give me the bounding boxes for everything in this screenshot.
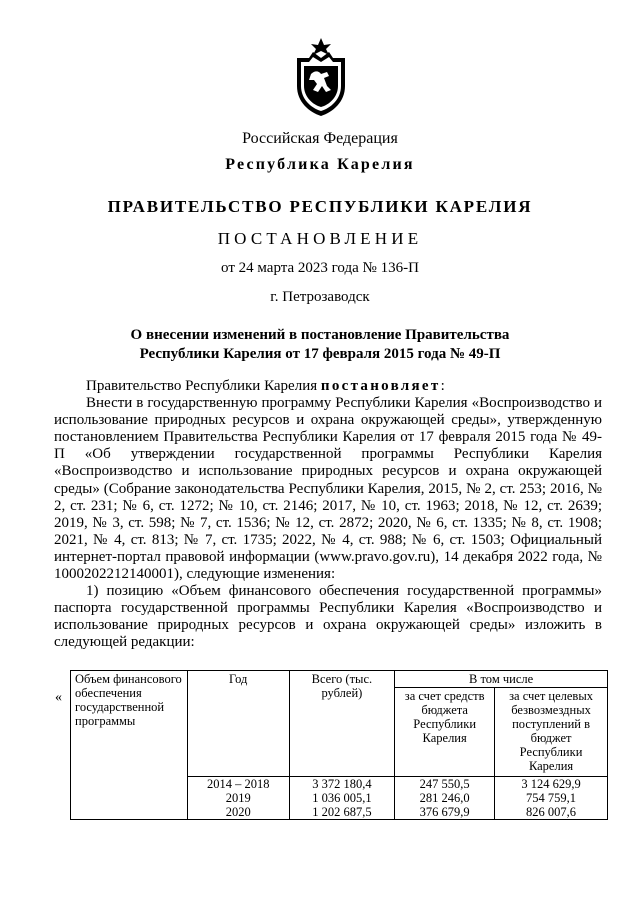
row-label: Объем финансового обеспечения государственной программы [75,672,182,728]
cell-total: 1 202 687,5 [289,805,395,820]
cell-grants: 826 007,6 [495,805,608,820]
grants-header [495,688,608,777]
intro-suffix: : [440,378,445,394]
subject-line-2: Республики Карелия от 17 февраля 2015 года № 49-П [139,346,501,362]
cell-budget: 376 679,9 [395,805,495,820]
cell-budget: 281 246,0 [395,791,495,805]
cell-budget: 247 550,5 [395,777,495,792]
city-name: г. Петрозаводск [270,289,370,305]
year-header [187,671,289,777]
cell-year: 2019 [187,791,289,805]
total-header-text: Всего (тыс. рублей) [311,672,373,700]
document-subject [0,326,640,364]
document-type: ПОСТАНОВЛЕНИЕ [217,229,423,248]
intro-keyword: постановляет [320,378,441,394]
cell-grants: 3 124 629,9 [495,777,608,792]
row-label-cell [71,671,188,777]
country-name: Российская Федерация [242,130,398,147]
cell-grants: 754 759,1 [495,791,608,805]
total-header [289,671,395,777]
document-body [54,378,602,652]
including-header [395,671,608,688]
open-quote: « [55,690,62,705]
cell-total: 3 372 180,4 [289,777,395,792]
cell-label-empty [71,791,188,805]
grants-header-text: за счет целевых безвозмездных поступлений в бюджет Республики Карелия [509,689,593,773]
government-name: ПРАВИТЕЛЬСТВО РЕСПУБЛИКИ КАРЕЛИЯ [107,197,533,216]
financing-table [70,670,608,820]
cell-total: 1 036 005,1 [289,791,395,805]
table-row [71,791,608,805]
paragraph-2: 1) позицию «Объем финансового обеспечения государственной программы» паспорта государственной программы Республики Карелия «Воспроизводство и использование природных ресурсов и охрана окружающей среды» изложить в следующей редакции: [54,583,602,651]
cell-year: 2020 [187,805,289,820]
table-row [71,777,608,792]
republic-name: Республика Карелия [225,156,415,173]
including-header-text: В том числе [469,672,534,686]
subject-line-1: О внесении изменений в постановление Правительства [130,327,510,343]
budget-header [395,688,495,777]
year-header-text: Год [229,672,248,686]
budget-header-text: за счет средств бюджета Республики Карелия [404,689,485,745]
cell-label-empty [71,805,188,820]
document-date-number: от 24 марта 2023 года № 136-П [221,260,419,276]
coat-of-arms-icon [289,36,353,118]
table-header-row [71,671,608,688]
table-row [71,805,608,820]
intro-paragraph [54,378,602,395]
paragraph-1: Внести в государственную программу Республики Карелия «Воспроизводство и использование природных ресурсов и охрана окружающей среды», утвержденную постановлением Правительства Республики Карелия от 17 февраля 2015 года № 49-П «Об утверждении государственной программы Республики Карелия «Воспроизводство и использование природных ресурсов и охрана окружающей среды» (Собрание законодательства Республики Карелия, 2015, № 2, ст. 253; 2016, № 2, ст. 231; № 6, ст. 1272; № 10, ст. 2146; 2017, № 10, ст. 1963; 2018, № 12, ст. 2639; 2019, № 3, ст. 598; № 7, ст. 1536; № 12, ст. 2872; 2020, № 6, ст. 1335; № 8, ст. 1908; 2021, № 4, ст. 813; № 7, ст. 1735; 2022, № 4, ст. 988; № 6, ст. 1503; Официальный интернет-портал правовой информации (www.pravo.gov.ru), 14 декабря 2022 года, № 1000202212140001), следующие изменения: [54,395,602,583]
intro-prefix: Правительство Республики Карелия [86,378,321,394]
cell-label-empty [71,777,188,792]
cell-year: 2014 – 2018 [187,777,289,792]
